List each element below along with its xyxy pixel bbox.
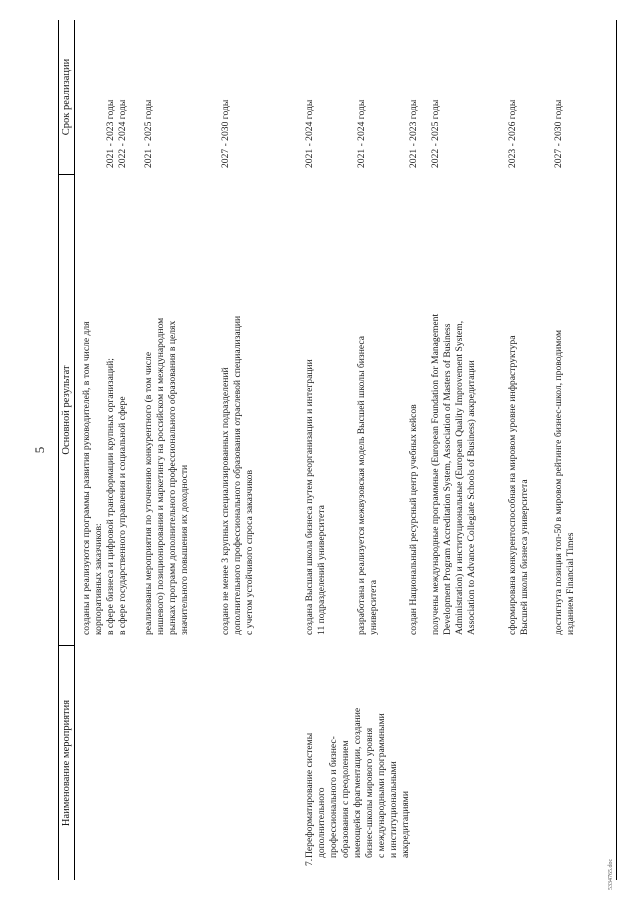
result-line: Administration) и институциональные (European Quality Improvement System,: [454, 320, 465, 635]
table-top-rule: [58, 20, 59, 880]
item-name-line: Переформатирование системы: [304, 732, 315, 858]
term-cell: [304, 22, 316, 168]
term-line: 2027 - 2030 годы: [553, 99, 564, 168]
result-line: изданием Financial Times: [565, 532, 576, 635]
term-line: 2021 - 2023 годы: [408, 99, 419, 168]
term-cell: [220, 22, 232, 168]
result-line: Development Program Accreditation System, Association of Masters of Business: [442, 323, 453, 635]
result-line: создана Высшая школа бизнеса путем реорганизации и интеграции: [304, 359, 315, 635]
header-name: Наименование мероприятия: [61, 699, 72, 827]
result-cell: [220, 175, 256, 635]
term-cell: [356, 22, 368, 168]
result-line: в сфере бизнеса и цифровой трансформации крупных организаций;: [105, 358, 116, 635]
header-result: Основной результат: [61, 365, 72, 455]
item-name-line: профессионального и бизнес-: [328, 736, 339, 858]
result-line: нишевого) позиционирования и маркетингу на российском и международном: [155, 317, 166, 635]
result-line: создан Национальный ресурсный центр учебных кейсов: [408, 404, 419, 635]
term-line: 2021 - 2025 годы: [143, 99, 154, 168]
result-line: дополнительного профессионального образования отраслевой специализации: [232, 315, 243, 635]
item-name-line: бизнес-школы мирового уровня: [364, 727, 375, 858]
result-cell: [430, 175, 478, 635]
term-line: 2022 - 2025 годы: [430, 99, 441, 168]
term-line: 2027 - 2030 годы: [220, 99, 231, 168]
result-line: в сфере государственного управления и социальной сфере: [117, 396, 128, 635]
term-line: 2021 - 2024 годы: [304, 99, 315, 168]
result-line: реализованы мероприятия по уточнению конкурентного (в том числе: [143, 351, 154, 635]
item-name-line: и институциональными: [388, 761, 399, 858]
item-name-line: образования с преодолением: [340, 740, 351, 858]
item-name-line: дополнительного: [316, 787, 327, 858]
result-cell: [81, 175, 129, 635]
result-cell: [507, 175, 531, 635]
result-line: 11 подразделений университета: [316, 505, 327, 635]
result-cell: [553, 175, 577, 635]
result-line: созданы и реализуются программы развития руководителей, в том числе для: [81, 321, 92, 635]
result-line: Высшей школы бизнеса университета: [519, 479, 530, 635]
result-line: разработана и реализуется межвузовская модель Высшей школы бизнеса: [356, 336, 367, 635]
result-cell: [304, 175, 328, 635]
item-name-line: с международными программными: [376, 713, 387, 858]
term-line: 2023 - 2026 годы: [507, 99, 518, 168]
result-line: корпоративных заказчиков:: [93, 523, 104, 635]
result-line: достигнута позиция топ-50 в мировом рейтинге бизнес-школ, проводимом: [553, 329, 564, 635]
result-line: Association to Advance Collegiate Schools of Business) аккредитации: [466, 360, 477, 635]
result-line: с учетом устойчивого спроса заказчиков: [244, 470, 255, 635]
header-bottom-rule: [74, 20, 75, 880]
term-cell: [143, 22, 155, 168]
result-cell: [408, 175, 420, 635]
result-cell: [356, 175, 380, 635]
result-line: создано не менее 3 крупных специализированных подразделений: [220, 367, 231, 635]
page-number: 5: [32, 446, 47, 454]
item-name-line: аккредитациями: [400, 791, 411, 858]
document-id: 5334765.doc: [608, 858, 614, 890]
rotated-page: [18, 20, 628, 890]
result-line: университета: [368, 579, 379, 635]
item-number: 7.: [304, 858, 315, 866]
item-name-line: имеющейся фрагментации, создание: [352, 707, 363, 858]
item-name: [304, 648, 412, 858]
table-bottom-rule: [616, 20, 617, 880]
term-cell: [105, 22, 129, 168]
term-cell: [553, 22, 565, 168]
term-cell: [430, 22, 442, 168]
term-line: 2021 - 2023 годы: [105, 99, 116, 168]
result-line: значительного повышения их доходности: [179, 464, 190, 635]
term-cell: [408, 22, 420, 168]
term-line: 2021 - 2024 годы: [356, 99, 367, 168]
term-cell: [507, 22, 519, 168]
header-term: Срок реализации: [61, 58, 72, 136]
result-line: получены международные программные (European Foundation for Management: [430, 313, 441, 635]
result-line: рынках программ дополнительного профессионального образования в целях: [167, 320, 178, 635]
result-line: сформирована конкурентоспособная на мировом уровне инфраструктура: [507, 335, 518, 635]
term-line: 2022 - 2024 годы: [117, 99, 128, 168]
result-cell: [143, 175, 191, 635]
